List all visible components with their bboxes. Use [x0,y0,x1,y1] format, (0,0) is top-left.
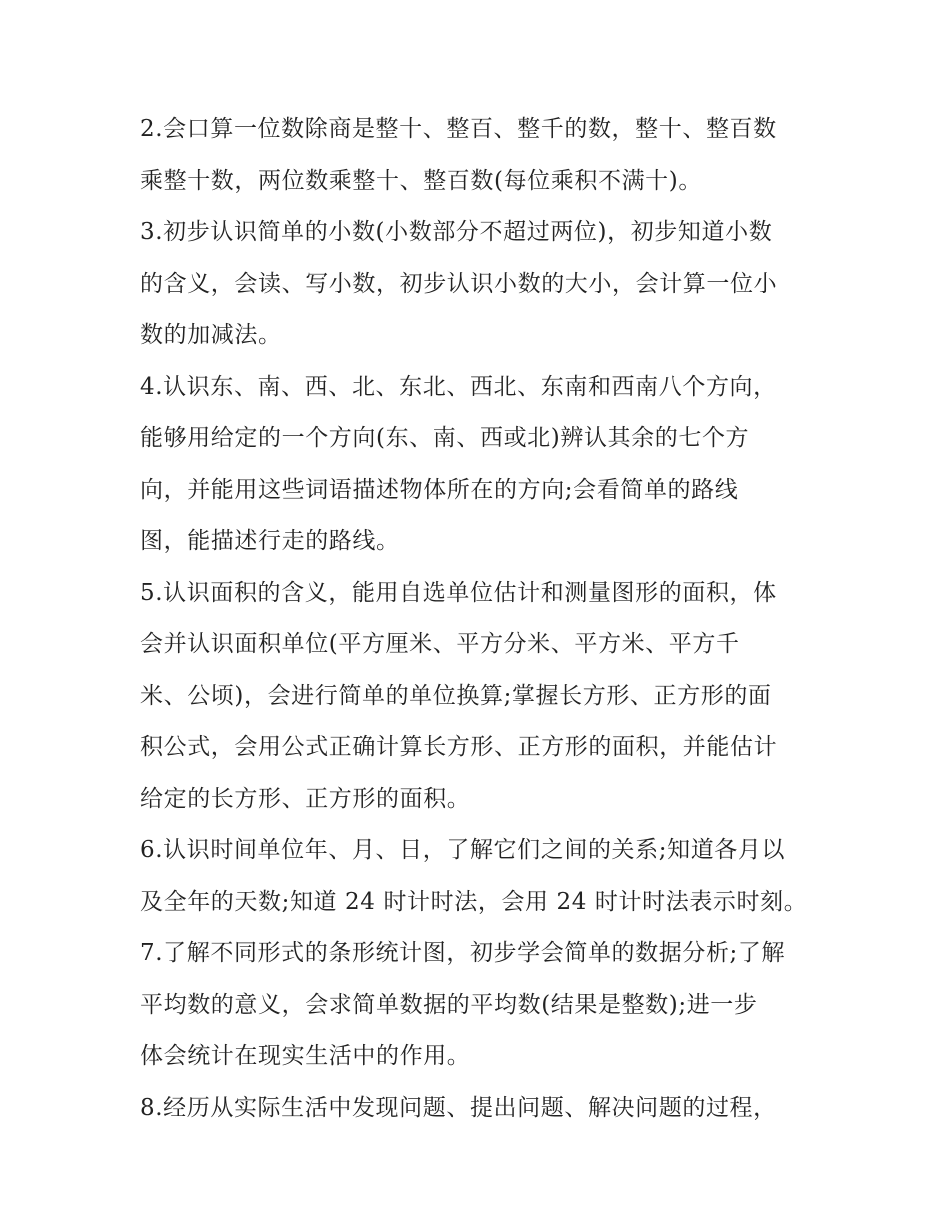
text-line-4: 的含义，会读、写小数，初步认识小数的大小，会计算一位小 [140,270,778,297]
text-line-19: 体会统计在现实生活中的作用。 [140,1043,471,1069]
text-line-16: 及全年的天数;知道 24 时计时法，会用 24 时计时法表示时刻。 [140,888,808,915]
text-line-2: 乘整十数，两位数乘整十、整百数(每位乘积不满十)。 [140,167,702,194]
text-line-7: 能够用给定的一个方向(东、南、西或北)辨认其余的七个方 [140,425,750,451]
text-line-20: 8.经历从实际生活中发现问题、提出问题、解决问题的过程， [140,1094,777,1121]
text-line-10: 5.认识面积的含义，能用自选单位估计和测量图形的面积，体 [140,579,777,606]
text-line-17: 7.了解不同形式的条形统计图，初步学会简单的数据分析;了解 [140,940,786,966]
text-line-13: 积公式，会用公式正确计算长方形、正方形的面积，并能估计 [140,734,778,760]
text-line-12: 米、公顷)，会进行简单的单位换算;掌握长方形、正方形的面 [140,682,772,709]
text-line-5: 数的加减法。 [140,322,282,348]
text-line-6: 4.认识东、南、西、北、东北、西北、东南和西南八个方向， [140,373,777,400]
text-line-9: 图，能描述行走的路线。 [140,528,400,554]
text-line-14: 给定的长方形、正方形的面积。 [140,785,471,812]
text-line-15: 6.认识时间单位年、月、日，了解它们之间的关系;知道各月以 [140,837,786,863]
text-line-1: 2.会口算一位数除商是整十、整百、整千的数，整十、整百数 [140,116,777,142]
text-line-18: 平均数的意义，会求简单数据的平均数(结果是整数);进一步 [140,991,758,1018]
document-body [140,104,820,1134]
text-line-3: 3.初步认识简单的小数(小数部分不超过两位)，初步知道小数 [140,219,773,245]
text-line-11: 会并认识面积单位(平方厘米、平方分米、平方米、平方千 [140,631,740,657]
text-line-8: 向，并能用这些词语描述物体所在的方向;会看简单的路线 [140,476,739,503]
